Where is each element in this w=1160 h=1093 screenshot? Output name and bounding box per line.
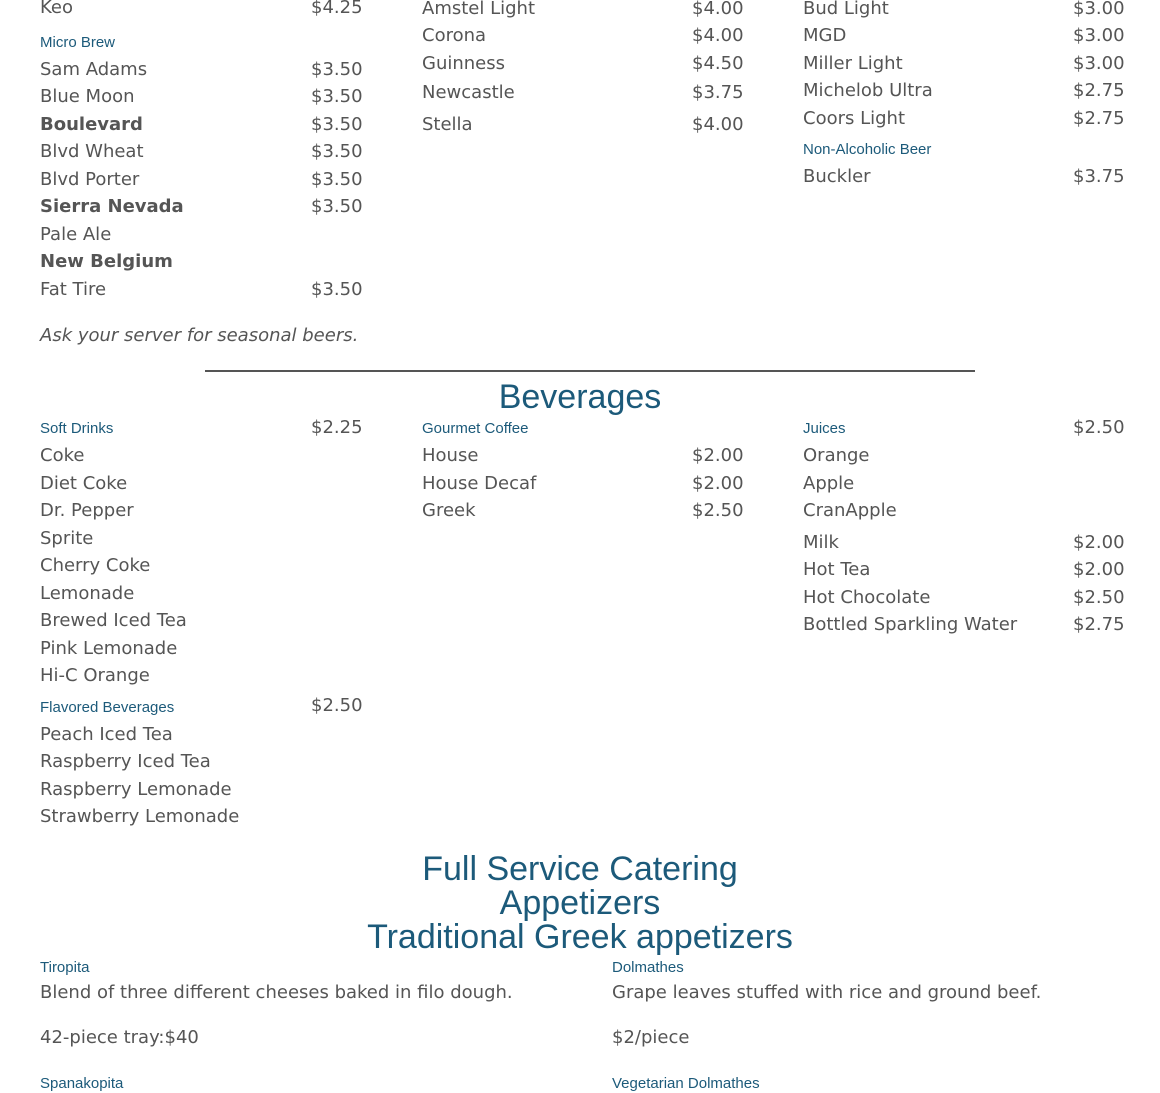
- catering-heading: Full Service Catering: [422, 850, 738, 888]
- menu-item-price: $4.25: [311, 0, 363, 18]
- menu-item-price: $3.00: [1073, 0, 1125, 19]
- menu-item-price: $3.50: [311, 169, 363, 190]
- menu-item-price: $4.00: [692, 0, 744, 19]
- menu-item-price: $2.75: [1073, 108, 1125, 129]
- menu-item-price: $3.00: [1073, 25, 1125, 46]
- menu-item-price: $4.00: [692, 114, 744, 135]
- list-item: Orange: [803, 445, 870, 466]
- menu-item-name: Corona: [422, 25, 487, 46]
- menu-item-name: Stella: [422, 114, 473, 135]
- list-item: Sprite: [40, 528, 94, 549]
- list-item: Coke: [40, 445, 85, 466]
- traditional-greek-heading: Traditional Greek appetizers: [367, 918, 793, 956]
- menu-item-name: Newcastle: [422, 82, 515, 103]
- menu-item-name: Keo: [40, 0, 73, 18]
- section-subtitle-tiropita: Tiropita: [40, 959, 90, 976]
- menu-item-price: $2.50: [692, 500, 744, 521]
- list-item: Dr. Pepper: [40, 500, 134, 521]
- menu-item-price: $3.50: [311, 141, 363, 162]
- section-subtitle-coffee: Gourmet Coffee: [422, 420, 529, 437]
- menu-item-name: Greek: [422, 500, 476, 521]
- menu-item-name: House: [422, 445, 479, 466]
- menu-item-price: $2.00: [692, 445, 744, 466]
- menu-item-name: MGD: [803, 25, 847, 46]
- menu-item-name: Amstel Light: [422, 0, 536, 19]
- menu-item-name: Guinness: [422, 53, 506, 74]
- menu-item-price: $2.00: [692, 473, 744, 494]
- list-item: Cherry Coke: [40, 555, 151, 576]
- menu-item-price: $3.50: [311, 86, 363, 107]
- menu-item-name: Hot Tea: [803, 559, 871, 580]
- menu-item-name: Blue Moon: [40, 86, 135, 107]
- menu-item-name: Sam Adams: [40, 59, 148, 80]
- list-item: Peach Iced Tea: [40, 724, 173, 745]
- flavored-price: $2.50: [311, 695, 363, 716]
- section-subtitle-soft-drinks: Soft Drinks: [40, 420, 114, 437]
- menu-item-price: $2.75: [1073, 80, 1125, 101]
- menu-item-name: Boulevard: [40, 114, 143, 135]
- section-subtitle-non-alcoholic: Non-Alcoholic Beer: [803, 141, 932, 158]
- menu-item-name: Bud Light: [803, 0, 889, 19]
- menu-item-name: Blvd Porter: [40, 169, 140, 190]
- item-price-text: $2/piece: [612, 1027, 690, 1048]
- menu-item-name: New Belgium: [40, 251, 173, 272]
- beverages-heading: Beverages: [498, 378, 662, 416]
- section-subtitle-spanakopita: Spanakopita: [40, 1075, 124, 1092]
- list-item: Apple: [803, 473, 855, 494]
- item-price-text: 42-piece tray:$40: [40, 1027, 199, 1048]
- menu-item-price: $3.50: [311, 114, 363, 135]
- menu-item-name: Milk: [803, 532, 839, 553]
- section-subtitle-dolmathes: Dolmathes: [612, 959, 684, 976]
- list-item: Diet Coke: [40, 473, 128, 494]
- appetizers-heading: Appetizers: [499, 884, 661, 922]
- list-item: Strawberry Lemonade: [40, 806, 240, 827]
- menu-item-name: Hot Chocolate: [803, 587, 931, 608]
- menu-item-name: Fat Tire: [40, 279, 107, 300]
- menu-item-name: Blvd Wheat: [40, 141, 144, 162]
- item-description: Blend of three different cheeses baked in filo dough.: [40, 982, 513, 1003]
- list-item: Lemonade: [40, 583, 135, 604]
- menu-item-price: $2.50: [1073, 587, 1125, 608]
- menu-item-price: $2.00: [1073, 532, 1125, 553]
- menu-item-name: House Decaf: [422, 473, 537, 494]
- menu-item-price: $3.50: [311, 59, 363, 80]
- menu-item-price: $2.75: [1073, 614, 1125, 635]
- item-description: Grape leaves stuffed with rice and ground beef.: [612, 982, 1042, 1003]
- menu-item-price: $3.50: [311, 279, 363, 300]
- list-item: CranApple: [803, 500, 897, 521]
- menu-item-name: Sierra Nevada: [40, 196, 184, 217]
- soft-drinks-price: $2.25: [311, 417, 363, 438]
- list-item: Raspberry Iced Tea: [40, 751, 211, 772]
- section-subtitle-flavored: Flavored Beverages: [40, 699, 175, 716]
- menu-item-price: $3.50: [311, 196, 363, 217]
- section-divider: [205, 370, 975, 372]
- list-item: Hi-C Orange: [40, 665, 150, 686]
- menu-item-name: Pale Ale: [40, 224, 112, 245]
- list-item: Raspberry Lemonade: [40, 779, 232, 800]
- menu-item-price: $2.00: [1073, 559, 1125, 580]
- menu-item-name: Buckler: [803, 166, 871, 187]
- menu-item-price: $3.75: [1073, 166, 1125, 187]
- menu-item-name: Michelob Ultra: [803, 80, 933, 101]
- menu-item-price: $3.00: [1073, 53, 1125, 74]
- menu-item-name: Miller Light: [803, 53, 903, 74]
- section-subtitle-micro-brew: Micro Brew: [40, 34, 116, 51]
- list-item: Brewed Iced Tea: [40, 610, 187, 631]
- menu-item-price: $4.50: [692, 53, 744, 74]
- menu-item-name: Bottled Sparkling Water: [803, 614, 1018, 635]
- seasonal-beer-note: Ask your server for seasonal beers.: [40, 325, 359, 346]
- section-subtitle-vegetarian-dolmathes: Vegetarian Dolmathes: [612, 1075, 760, 1092]
- menu-item-name: Coors Light: [803, 108, 906, 129]
- list-item: Pink Lemonade: [40, 638, 178, 659]
- menu-item-price: $3.75: [692, 82, 744, 103]
- section-subtitle-juices: Juices: [803, 420, 846, 437]
- menu-item-price: $4.00: [692, 25, 744, 46]
- juices-price: $2.50: [1073, 417, 1125, 438]
